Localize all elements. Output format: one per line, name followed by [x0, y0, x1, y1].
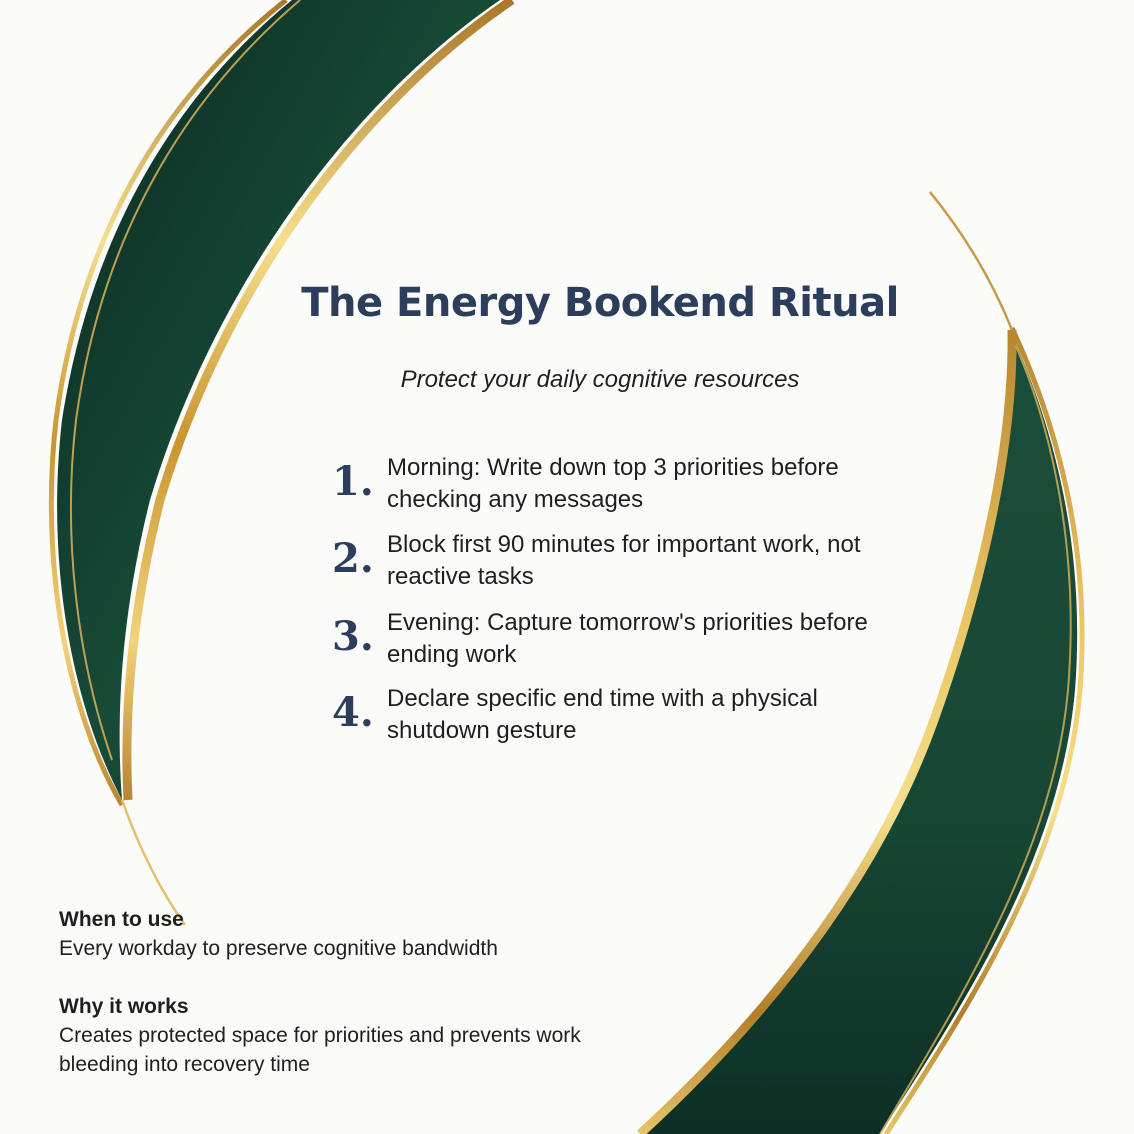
step-number: 1. [332, 458, 374, 505]
when-to-use-text: Every workday to preserve cognitive bandwidth [59, 937, 498, 960]
step-item [330, 529, 890, 599]
step-number: 4. [332, 689, 374, 736]
why-it-works-heading: Why it works [59, 995, 189, 1018]
page-title: The Energy Bookend Ritual [301, 280, 899, 326]
step-item [330, 683, 890, 753]
step-text: Evening: Capture tomorrow's priorities before ending work [387, 609, 868, 668]
step-item [330, 452, 890, 522]
step-number: 2. [332, 535, 374, 582]
when-to-use-section [59, 905, 619, 963]
when-to-use-heading: When to use [59, 908, 184, 931]
step-item [330, 607, 890, 677]
step-text: Block first 90 minutes for important work, not reactive tasks [387, 531, 861, 590]
page-subtitle: Protect your daily cognitive resources [400, 366, 800, 393]
step-text: Morning: Write down top 3 priorities before checking any messages [387, 454, 839, 513]
why-it-works-text: Creates protected space for priorities and prevents work bleeding into recovery time [59, 1024, 581, 1076]
step-text: Declare specific end time with a physical shutdown gesture [387, 685, 818, 744]
step-number: 3. [332, 613, 374, 660]
why-it-works-section [59, 992, 619, 1079]
